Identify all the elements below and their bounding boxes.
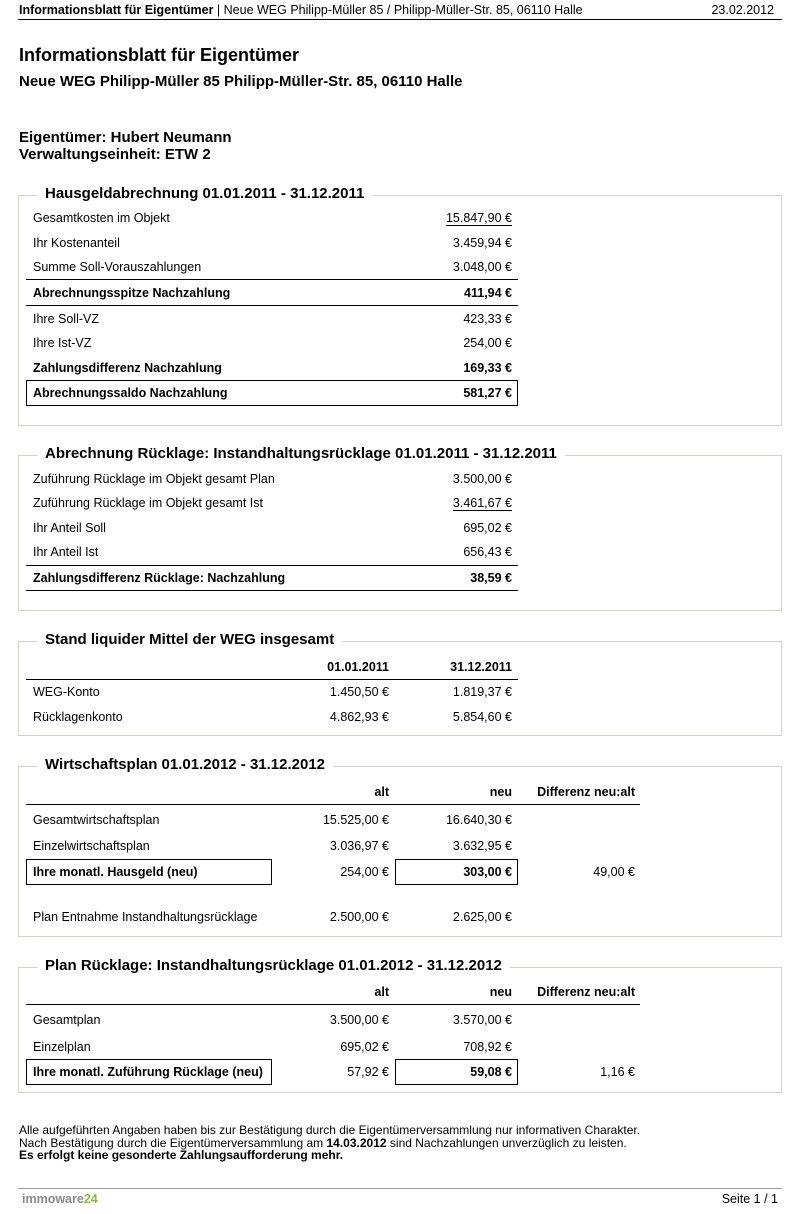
immoware-logo [22, 1192, 98, 1206]
row-label: Ihr Anteil Soll [33, 521, 106, 535]
running-header [19, 3, 583, 17]
note-text: Nach Bestätigung durch die Eigentümerversammlung am [19, 1136, 327, 1150]
row-value: 3.461,67 € [452, 496, 512, 510]
row-value: 695,02 € [463, 521, 512, 535]
logo-text: immoware [22, 1192, 84, 1206]
row-label: Ihre Ist-VZ [33, 336, 92, 350]
row-value: 3.570,00 € [452, 1013, 512, 1027]
hausgeld-legend: Hausgeldabrechnung 01.01.2011 - 31.12.2011 [37, 185, 372, 202]
meeting-date: 14.03.2012 [326, 1136, 387, 1150]
row-value: 3.036,97 € [329, 839, 389, 853]
row-value: 695,02 € [340, 1040, 389, 1054]
sum-rule [26, 305, 518, 306]
page-number: Seite 1 / 1 [721, 1192, 778, 1206]
header-rule [26, 804, 640, 805]
row-label: WEG-Konto [33, 685, 100, 699]
wplan-legend: Wirtschaftsplan 01.01.2012 - 31.12.2012 [37, 756, 333, 773]
row-value: 254,00 € [340, 865, 389, 879]
logo-number: 24 [83, 1192, 98, 1206]
col-header-alt: alt [374, 985, 389, 999]
row-label: Zahlungsdifferenz Rücklage: Nachzahlung [33, 571, 286, 585]
owner-name: Eigentümer: Hubert Neumann [19, 129, 232, 146]
row-label: Plan Entnahme Instandhaltungsrücklage [33, 910, 258, 924]
row-label: Gesamtplan [33, 1013, 101, 1027]
row-value: 15.525,00 € [322, 813, 389, 827]
row-value: 16.640,30 € [445, 813, 512, 827]
row-value: 3.632,95 € [452, 839, 512, 853]
row-value: 656,43 € [463, 545, 512, 559]
row-label: Ihre Soll-VZ [33, 312, 99, 326]
header-rule [26, 1004, 640, 1005]
row-value: 2.625,00 € [452, 910, 512, 924]
row-value: 3.459,94 € [452, 236, 512, 250]
header-property: | Neue WEG Philipp-Müller 85 / Philipp-Müller-Str. 85, 06110 Halle [213, 3, 583, 17]
unit-name: Verwaltungseinheit: ETW 2 [19, 146, 211, 163]
row-label: Abrechnungsspitze Nachzahlung [33, 286, 231, 300]
row-value: 4.862,93 € [329, 710, 389, 724]
row-diff: 49,00 € [593, 865, 635, 879]
sum-rule [26, 565, 518, 566]
sum-rule [26, 590, 518, 591]
header-rule [26, 679, 518, 680]
ruecklage-legend: Abrechnung Rücklage: Instandhaltungsrücklage 01.01.2011 - 31.12.2011 [37, 445, 565, 462]
row-value: 581,27 € [463, 386, 512, 400]
row-value: 38,59 € [470, 571, 512, 585]
note-line-3: Es erfolgt keine gesonderte Zahlungsaufforderung mehr. [19, 1148, 344, 1162]
header-date: 23.02.2012 [711, 3, 774, 17]
col-header-neu: neu [489, 785, 512, 799]
row-label: Abrechnungssaldo Nachzahlung [33, 386, 228, 400]
header-title: Informationsblatt für Eigentümer [19, 3, 214, 17]
row-label: Zahlungsdifferenz Nachzahlung [33, 361, 222, 375]
row-value: 254,00 € [463, 336, 512, 350]
page-subtitle: Neue WEG Philipp-Müller 85 Philipp-Müller-Str. 85, 06110 Halle [19, 73, 463, 90]
row-value: 3.500,00 € [329, 1013, 389, 1027]
col-header-start: 01.01.2011 [327, 660, 389, 674]
col-header-end: 31.12.2011 [450, 660, 512, 674]
row-value: 2.500,00 € [329, 910, 389, 924]
row-label: Ihre monatl. Zuführung Rücklage (neu) [33, 1065, 263, 1079]
row-label: Rücklagenkonto [33, 710, 123, 724]
footer-divider [18, 1188, 782, 1189]
row-label: Ihre monatl. Hausgeld (neu) [33, 865, 198, 879]
row-label: Ihr Anteil Ist [33, 545, 99, 559]
row-value: 1.819,37 € [452, 685, 512, 699]
note-line-1: Alle aufgeführten Angaben haben bis zur Bestätigung durch die Eigentümerversammlung nur informativen Charakter. [19, 1123, 641, 1137]
row-label: Gesamtwirtschaftsplan [33, 813, 160, 827]
row-value: 169,33 € [463, 361, 512, 375]
col-header-diff: Differenz neu:alt [537, 985, 635, 999]
row-label: Summe Soll-Vorauszahlungen [33, 260, 202, 274]
page-title: Informationsblatt für Eigentümer [19, 45, 300, 65]
liquide-legend: Stand liquider Mittel der WEG insgesamt [37, 631, 342, 648]
row-value: 423,33 € [463, 312, 512, 326]
row-value: 15.847,90 € [445, 211, 512, 225]
row-value: 3.048,00 € [452, 260, 512, 274]
row-label: Einzelplan [33, 1040, 91, 1054]
row-label: Zuführung Rücklage im Objekt gesamt Ist [33, 496, 263, 510]
row-value: 303,00 € [463, 865, 512, 879]
header-divider [18, 19, 782, 20]
col-header-alt: alt [374, 785, 389, 799]
note-text: sind Nachzahlungen unverzüglich zu leisten. [386, 1136, 627, 1150]
row-value: 411,94 € [464, 286, 512, 300]
row-label: Zuführung Rücklage im Objekt gesamt Plan [33, 472, 275, 486]
row-label: Einzelwirtschaftsplan [33, 839, 150, 853]
row-value: 5.854,60 € [452, 710, 512, 724]
prueck-legend: Plan Rücklage: Instandhaltungsrücklage 01.01.2012 - 31.12.2012 [37, 957, 510, 974]
row-value: 708,92 € [463, 1040, 512, 1054]
col-header-diff: Differenz neu:alt [537, 785, 635, 799]
row-diff: 1,16 € [600, 1065, 635, 1079]
row-value: 59,08 € [470, 1065, 512, 1079]
row-label: Gesamtkosten im Objekt [33, 211, 170, 225]
row-value: 3.500,00 € [452, 472, 512, 486]
col-header-neu: neu [489, 985, 512, 999]
row-value: 1.450,50 € [329, 685, 389, 699]
row-label: Ihr Kostenanteil [33, 236, 120, 250]
sum-rule [26, 279, 518, 280]
liquide-section [18, 641, 782, 736]
row-value: 57,92 € [347, 1065, 389, 1079]
